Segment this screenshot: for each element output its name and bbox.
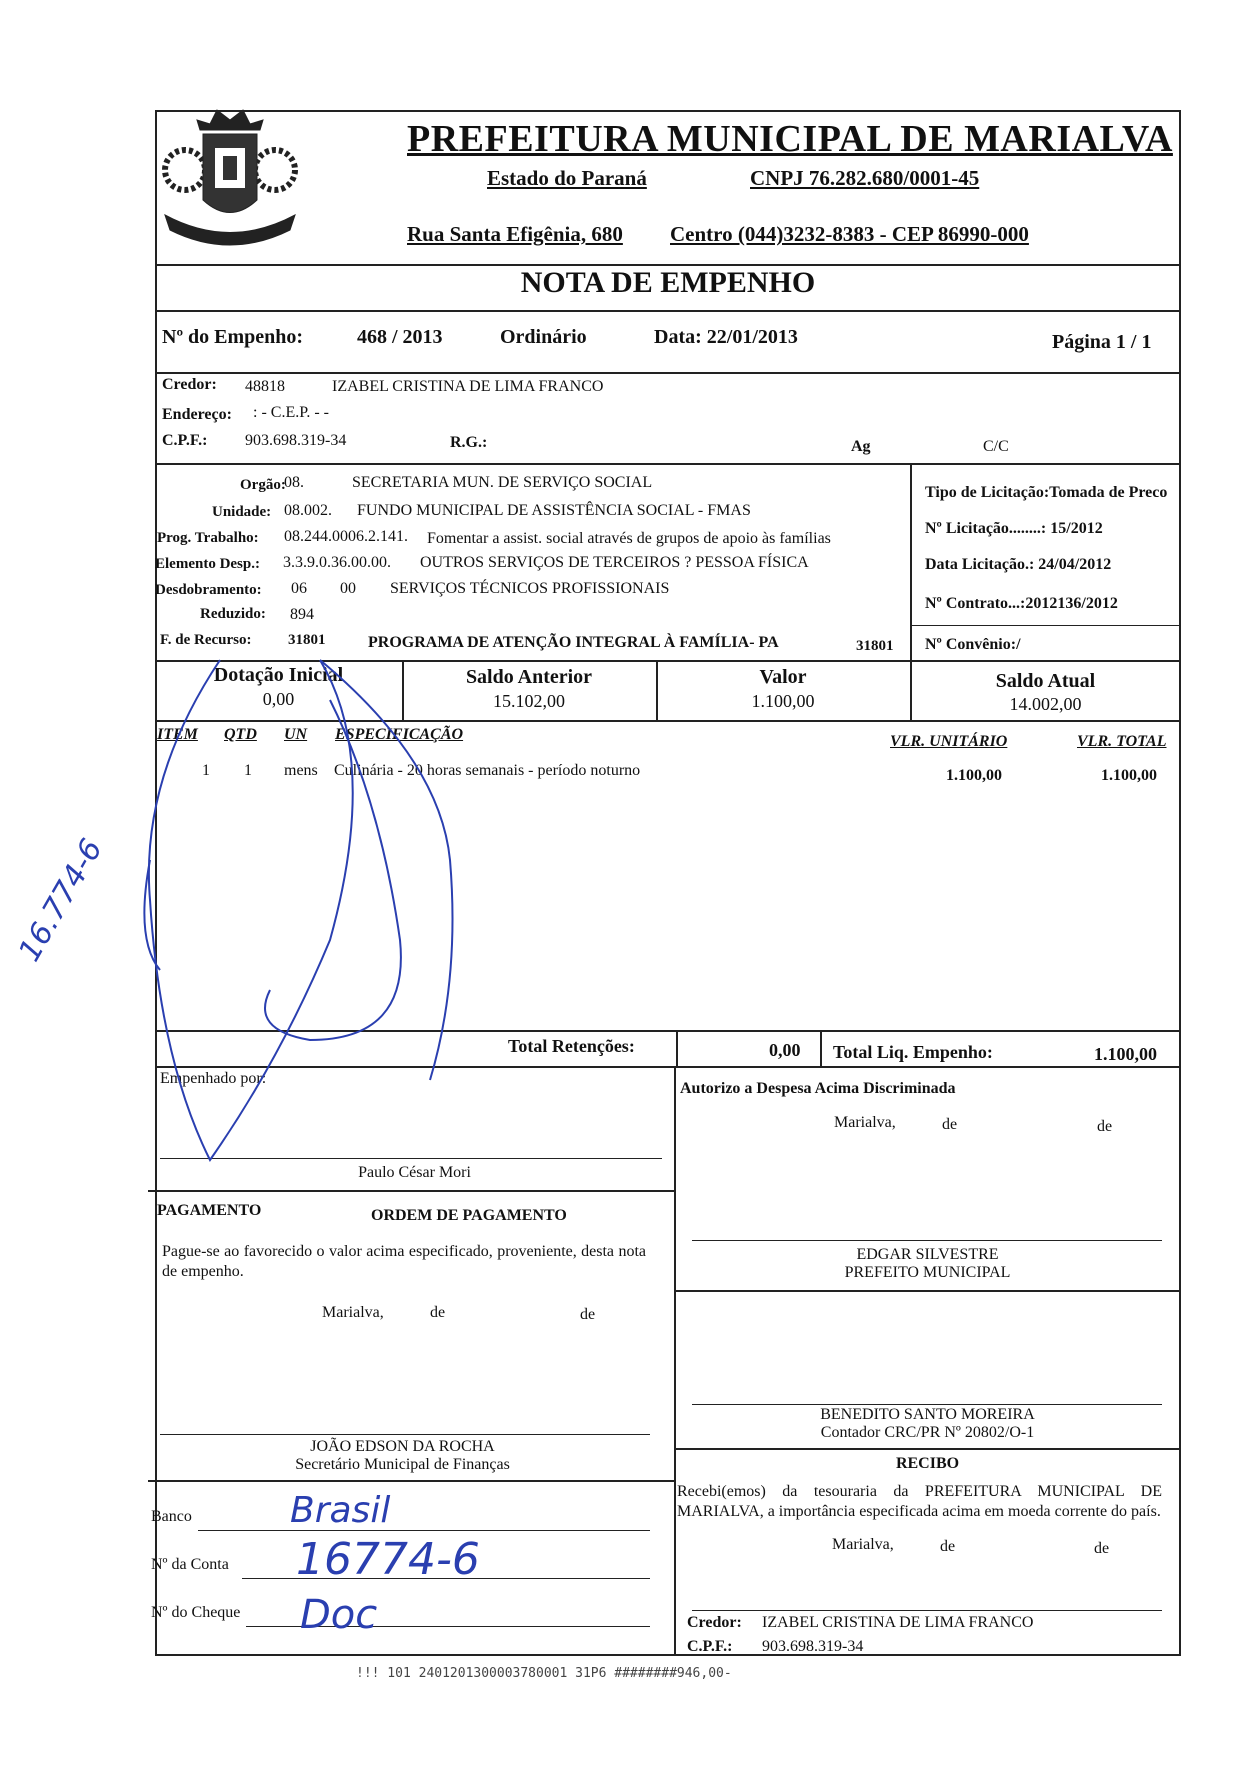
recurso-value: 31801 <box>288 632 326 648</box>
recibo-city: Marialva, <box>832 1536 894 1553</box>
cc-label: C/C <box>983 438 1009 455</box>
divider <box>674 1290 1181 1292</box>
empenho-number-label: Nº do Empenho: <box>162 326 304 348</box>
signature-line <box>692 1610 1162 1611</box>
rg-label: R.G.: <box>450 434 488 451</box>
convenio-number: Nº Convênio:/ <box>925 636 1021 653</box>
empenho-type: Ordinário <box>500 326 587 348</box>
pagamento-text: Pague-se ao favorecido o valor acima especificado, proveniente, desta nota de empenho. <box>162 1243 646 1280</box>
reduzido-value: 894 <box>290 606 314 623</box>
elemento-desc: OUTROS SERVIÇOS DE TERCEIROS ? PESSOA FÍSICA <box>420 554 809 571</box>
divider <box>155 372 1181 374</box>
address-label: Rua Santa Efigênia, 680 <box>407 222 623 246</box>
recurso-label: F. de Recurso: <box>160 632 252 648</box>
divider <box>910 625 1181 626</box>
municipality-title: PREFEITURA MUNICIPAL DE MARIALVA <box>407 118 1173 160</box>
saldo-atual-label: Saldo Atual <box>995 670 1096 692</box>
column-header-vlr-unitario: VLR. UNITÁRIO <box>890 733 1008 750</box>
column-header-un: UN <box>284 726 308 743</box>
autorizo-label: Autorizo a Despesa Acima Discriminada <box>680 1080 956 1097</box>
autorizo-city: Marialva, <box>834 1114 896 1131</box>
page-number: Página 1 / 1 <box>1052 331 1152 353</box>
saldo-atual-value: 14.002,00 <box>1009 694 1082 714</box>
table-row-total-value: 1.100,00 <box>1101 767 1157 784</box>
recibo-text: Recebi(emos) da tesouraria da PREFEITURA MUNICIPAL DE MARIALVA, a importância especificada acima em moeda corrente do país. <box>677 1483 1162 1520</box>
column-header-qtd: QTD <box>224 726 257 743</box>
orgao-label: Orgão: <box>240 477 286 493</box>
orgao-value: 08. <box>284 474 304 491</box>
cnpj-label: CNPJ 76.282.680/0001-45 <box>750 166 980 190</box>
column-header-item: ITEM <box>157 726 198 743</box>
unidade-value: 08.002. <box>284 502 332 519</box>
unidade-desc: FUNDO MUNICIPAL DE ASSISTÊNCIA SOCIAL - FMAS <box>357 502 751 519</box>
reduzido-label: Reduzido: <box>200 606 266 622</box>
credor-label: Credor: <box>162 376 217 393</box>
prog-desc: Fomentar a assist. social através de grupos de apoio às famílias <box>427 530 831 547</box>
pagamento-label: PAGAMENTO <box>157 1202 262 1219</box>
valor-value: 1.100,00 <box>751 691 815 711</box>
conta-handwritten-value: 16774-6 <box>296 1534 480 1585</box>
column-header-vlr-total: VLR. TOTAL <box>1077 733 1167 750</box>
empenho-number: 468 / 2013 <box>357 326 443 348</box>
divider <box>910 463 912 660</box>
margin-handwritten-note: 16.774-6 <box>12 833 110 968</box>
table-row-un: mens <box>284 762 318 779</box>
saldo-anterior-value: 15.102,00 <box>493 691 565 711</box>
table-row-qtd: 1 <box>244 762 252 779</box>
banco-line <box>198 1530 650 1531</box>
autorizo-de-1: de <box>942 1116 958 1133</box>
prog-label: Prog. Trabalho: <box>157 530 259 546</box>
licitacao-numero: Nº Licitação........: 15/2012 <box>925 520 1103 537</box>
prog-value: 08.244.0006.2.141. <box>284 528 408 545</box>
credor-name: IZABEL CRISTINA DE LIMA FRANCO <box>332 378 604 395</box>
mayor-title: PREFEITO MUNICIPAL <box>844 1264 1011 1281</box>
autorizo-de-2: de <box>1097 1118 1113 1135</box>
total-liq-value: 1.100,00 <box>1094 1044 1157 1064</box>
table-row-item: 1 <box>202 762 210 779</box>
desdobramento-label: Desdobramento: <box>155 582 262 598</box>
divider <box>148 1190 674 1192</box>
pagamento-de-1: de <box>430 1304 446 1321</box>
ag-label: Ag <box>851 438 871 455</box>
valor-label: Valor <box>759 666 807 688</box>
empenhado-name: Paulo César Mori <box>358 1164 471 1181</box>
contrato-number: Nº Contrato...:2012136/2012 <box>925 595 1118 612</box>
coat-of-arms-logo <box>155 100 305 260</box>
elemento-value: 3.3.9.0.36.00.00. <box>283 554 391 571</box>
mayor-name: EDGAR SILVESTRE <box>856 1246 999 1263</box>
dotacao-value: 0,00 <box>262 689 295 709</box>
elemento-label: Elemento Desp.: <box>155 556 260 572</box>
column-header-especificacao: ESPECIFICAÇÃO <box>335 726 464 743</box>
credor-code: 48818 <box>245 378 285 395</box>
divider <box>148 1480 674 1482</box>
empenho-date: Data: 22/01/2013 <box>654 326 798 348</box>
banco-label: Banco <box>151 1508 192 1525</box>
divider <box>155 463 1181 465</box>
cheque-label: Nº do Cheque <box>151 1604 241 1621</box>
secretary-name: JOÃO EDSON DA ROCHA <box>310 1438 495 1455</box>
conta-label: Nº da Conta <box>151 1556 229 1573</box>
cheque-handwritten-value: Doc <box>300 1592 378 1638</box>
signature-line <box>160 1434 650 1435</box>
table-row-spec: Culinária - 20 horas semanais - período noturno <box>334 762 641 779</box>
recibo-credor-value: IZABEL CRISTINA DE LIMA FRANCO <box>762 1614 1034 1631</box>
licitacao-tipo: Tipo de Licitação:Tomada de Preco <box>925 484 1168 501</box>
accountant-title: Contador CRC/PR Nº 20802/O-1 <box>820 1424 1035 1441</box>
desdobramento-desc: SERVIÇOS TÉCNICOS PROFISSIONAIS <box>390 580 670 597</box>
pen-scribble-mark <box>120 640 680 1180</box>
endereco-label: Endereço: <box>162 406 232 423</box>
document-title: NOTA DE EMPENHO <box>520 266 816 299</box>
retencoes-value: 0,00 <box>769 1040 801 1060</box>
recibo-de-2: de <box>1094 1540 1110 1557</box>
total-liq-label: Total Liq. Empenho: <box>833 1042 993 1062</box>
divider <box>674 1448 1181 1450</box>
empenhado-label: Empenhado por: <box>160 1070 267 1087</box>
pagamento-city: Marialva, <box>322 1304 384 1321</box>
contact-label: Centro (044)3232-8383 - CEP 86990-000 <box>670 222 1029 246</box>
signature-line <box>692 1240 1162 1241</box>
desdobramento-b: 00 <box>340 580 356 597</box>
cpf-label: C.P.F.: <box>162 432 208 449</box>
recurso-desc: PROGRAMA DE ATENÇÃO INTEGRAL À FAMÍLIA- PA <box>368 634 779 651</box>
unidade-label: Unidade: <box>212 504 272 520</box>
state-label: Estado do Paraná <box>487 166 647 190</box>
secretary-title: Secretário Municipal de Finanças <box>295 1456 510 1473</box>
banco-handwritten-value: Brasil <box>290 1490 391 1531</box>
accountant-name: BENEDITO SANTO MOREIRA <box>820 1406 1035 1423</box>
recibo-de-1: de <box>940 1538 956 1555</box>
recibo-cpf-label: C.P.F.: <box>687 1638 733 1655</box>
saldo-anterior-label: Saldo Anterior <box>465 666 593 688</box>
signature-line <box>692 1404 1162 1405</box>
table-row-unit-value: 1.100,00 <box>946 767 1002 784</box>
ordem-pagamento-label: ORDEM DE PAGAMENTO <box>371 1207 567 1224</box>
recibo-credor-label: Credor: <box>687 1614 742 1631</box>
orgao-desc: SECRETARIA MUN. DE SERVIÇO SOCIAL <box>352 474 653 491</box>
divider <box>820 1030 822 1066</box>
footer-barcode-text: !!! 101 2401201300003780001 31P6 ########946,00- <box>356 1666 732 1681</box>
endereco-value: : - C.E.P. - - <box>253 404 329 421</box>
licitacao-data: Data Licitação.: 24/04/2012 <box>925 556 1112 573</box>
cpf-value: 903.698.319-34 <box>245 432 347 449</box>
dotacao-label: Dotação Inicial <box>213 664 344 686</box>
recibo-label: RECIBO <box>895 1455 960 1472</box>
pagamento-de-2: de <box>580 1306 596 1323</box>
recibo-cpf-value: 903.698.319-34 <box>762 1638 864 1655</box>
recurso-code: 31801 <box>856 638 894 654</box>
divider <box>155 310 1181 312</box>
desdobramento-a: 06 <box>291 580 307 597</box>
retencoes-label: Total Retenções: <box>508 1036 635 1056</box>
